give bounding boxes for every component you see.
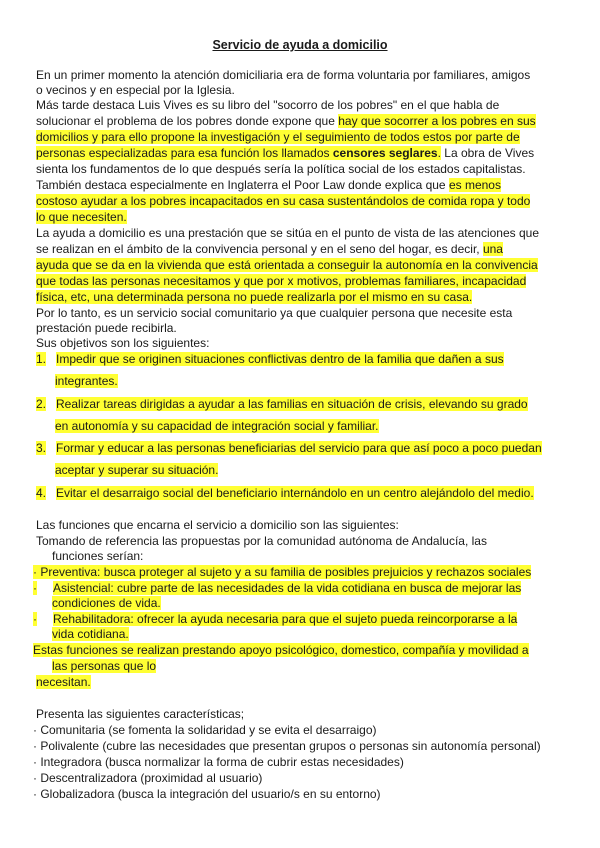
highlighted-text: aceptar y superar su situación. bbox=[55, 463, 219, 477]
paragraph-line bbox=[36, 242, 503, 257]
characteristic-item: · Descentralizadora (proximidad al usuario) bbox=[33, 771, 263, 785]
highlighted-text: Realizar tareas dirigidas a ayudar a las familias en situación de crisis, elevando su grado bbox=[56, 397, 528, 411]
paragraph-line bbox=[36, 130, 520, 145]
characteristic-item: · Integradora (busca normalizar la forma de cubrir estas necesidades) bbox=[33, 755, 404, 769]
characteristic-item: · Polivalente (cubre las necesidades que presentan grupos o personas sin autonomía personal) bbox=[33, 739, 541, 753]
highlighted-text: física, etc, una determinada persona no puede realizarla por el mismo en su casa. bbox=[36, 290, 473, 304]
list-item-continuation bbox=[55, 419, 379, 434]
document-title: Servicio de ayuda a domicilio bbox=[212, 38, 388, 52]
paragraph-line: funciones serían: bbox=[52, 549, 144, 563]
paragraph-line bbox=[36, 114, 536, 129]
paragraph-line: o vecinos y en especial por la Iglesia. bbox=[36, 83, 235, 97]
paragraph-line bbox=[52, 659, 156, 674]
paragraph-line: Tomando de referencia las propuestas por la comunidad autónoma de Andalucía, las bbox=[36, 534, 487, 548]
function-item-continuation bbox=[52, 596, 161, 611]
list-item-continuation bbox=[55, 463, 218, 478]
list-item bbox=[36, 352, 504, 367]
highlighted-text: costoso ayudar a los pobres incapacitados en su casa sustentándolos de comida ropa y todo bbox=[36, 194, 531, 208]
highlighted-text: Asistencial: cubre parte de las necesidades de la vida cotidiana en busca de mejorar las bbox=[53, 581, 522, 595]
highlighted-text: Evitar el desarraigo social del beneficiario internándolo en un centro alejándolo del medio. bbox=[56, 486, 534, 500]
highlighted-text: una bbox=[482, 242, 503, 256]
highlighted-text: lo que necesiten. bbox=[36, 210, 127, 224]
paragraph-line bbox=[36, 258, 538, 273]
highlighted-text: que todas las personas necesitamos y que por x motivos, problemas familiares, incapacidad bbox=[36, 274, 527, 288]
highlighted-text: en autonomía y su capacidad de integración social y familiar. bbox=[55, 419, 379, 433]
highlighted-text: hay que socorrer a los pobres en sus bbox=[338, 114, 536, 128]
paragraph-line: sienta los fundamentos de lo que después sería la política social de los estados capitalistas. bbox=[36, 162, 526, 176]
highlighted-text: las personas que lo bbox=[52, 659, 157, 673]
highlighted-text: ayuda que se da en la vivienda que está orientada a conseguir la autonomía en la convivencia bbox=[36, 258, 538, 272]
list-number: 3. bbox=[36, 441, 47, 455]
function-item-preventiva bbox=[33, 565, 531, 580]
highlighted-text: domicilios y para ello propone la investigación y el seguimiento de todos estos por parte de bbox=[36, 130, 520, 144]
list-item bbox=[36, 397, 528, 412]
text-run: También destaca especialmente en Inglaterra el Poor Law donde explica que bbox=[36, 178, 449, 192]
text-run: solucionar el problema de los pobres donde expone que bbox=[36, 114, 339, 128]
paragraph-line bbox=[36, 290, 472, 305]
paragraph-line: Por lo tanto, es un servicio social comunitario ya que cualquier persona que necesite esta bbox=[36, 306, 513, 320]
highlighted-text: · Preventiva: busca proteger al sujeto y a su familia de posibles prejuicios y rechazos sociales bbox=[33, 565, 532, 579]
highlighted-bold-text: censores seglares bbox=[332, 146, 438, 160]
highlighted-text: vida cotidiana. bbox=[52, 627, 129, 641]
highlighted-text: Estas funciones se realizan prestando apoyo psicológico, domestico, compañía y movilidad a bbox=[33, 643, 529, 657]
highlighted-text: es menos bbox=[448, 178, 501, 192]
highlighted-text: Formar y educar a las personas beneficiarias del servicio para que así poco a poco puedan bbox=[56, 441, 542, 455]
text-run: se realizan en el ámbito de la convivencia personal y en el seno del hogar, es decir, bbox=[36, 242, 483, 256]
paragraph-line bbox=[36, 210, 127, 225]
highlighted-text: . bbox=[437, 146, 441, 160]
characteristic-item: · Globalizadora (busca la integración del usuario/s en su entorno) bbox=[33, 787, 381, 801]
list-number: 2. bbox=[36, 397, 47, 411]
highlighted-text: integrantes. bbox=[55, 374, 118, 388]
highlighted-text: personas especializadas para esa función los llamados bbox=[36, 146, 333, 160]
list-item-continuation bbox=[55, 374, 118, 389]
paragraph-line bbox=[36, 274, 526, 289]
paragraph-line bbox=[33, 643, 529, 658]
paragraph-line bbox=[36, 675, 91, 690]
paragraph-line: Presenta las siguientes características; bbox=[36, 707, 245, 721]
highlighted-text: Rehabilitadora: ofrecer la ayuda necesaria para que el sujeto pueda reincorporarse a la bbox=[53, 612, 518, 626]
function-item-asistencial bbox=[33, 581, 521, 596]
bullet: · bbox=[33, 612, 37, 626]
function-item-continuation bbox=[52, 627, 129, 642]
text-run: La obra de Vives bbox=[440, 146, 535, 160]
paragraph-line bbox=[36, 194, 530, 209]
paragraph-line: Más tarde destaca Luis Vives es su libro del "socorro de los pobres" en el que habla de bbox=[36, 98, 500, 112]
highlighted-text: condiciones de vida. bbox=[52, 596, 161, 610]
paragraph-line bbox=[36, 146, 534, 161]
paragraph-line: Sus objetivos son los siguientes: bbox=[36, 336, 210, 350]
list-number: 4. bbox=[36, 486, 47, 500]
paragraph-line: En un primer momento la atención domiciliaria era de forma voluntaria por familiares, amigos bbox=[36, 68, 531, 82]
highlighted-text: Impedir que se originen situaciones conflictivas dentro de la familia que dañen a sus bbox=[56, 352, 504, 366]
list-number: 1. bbox=[36, 352, 47, 366]
characteristic-item: · Comunitaria (se fomenta la solidaridad y se evita el desarraigo) bbox=[33, 723, 377, 737]
paragraph-line bbox=[36, 178, 501, 193]
list-item bbox=[36, 486, 534, 501]
paragraph-line: La ayuda a domicilio es una prestación que se sitúa en el punto de vista de las atenciones que bbox=[36, 226, 540, 240]
paragraph-line: Las funciones que encarna el servicio a domicilio son las siguientes: bbox=[36, 518, 399, 532]
paragraph-line: prestación puede recibirla. bbox=[36, 321, 177, 335]
highlighted-text: necesitan. bbox=[36, 675, 91, 689]
bullet: · bbox=[33, 581, 37, 595]
function-item-rehabilitadora bbox=[33, 612, 517, 627]
list-item bbox=[36, 441, 542, 456]
